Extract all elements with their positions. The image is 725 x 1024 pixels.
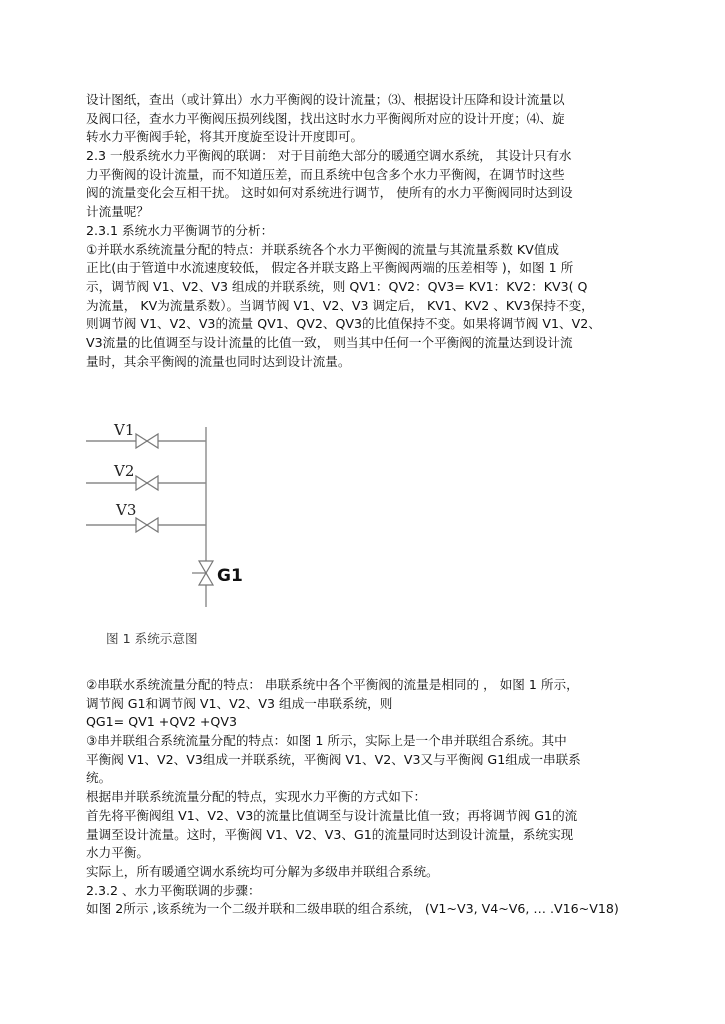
- text-line: 力平衡阀的设计流量，而不知道压差，而且系统中包含多个水力平衡阀，在调节时这些: [86, 166, 565, 182]
- valve-v1-icon: [136, 434, 158, 448]
- text-line: 计流量呢？: [86, 204, 149, 220]
- text-line: 转水力平衡阀手轮，将其开度旋至设计开度即可。: [86, 129, 364, 145]
- text-line: 首先将平衡阀组 V1、V2、V3的流量比值调至与设计流量比值一致；再将调节阀 G1的流: [86, 807, 578, 823]
- valve-label-g1: G1: [217, 566, 243, 586]
- text-line: 则调节阀 V1、V2、V3的流量 QV1、QV2、QV3的比值保持不变。如果将调节阀 V1、V2、: [86, 316, 601, 332]
- formula-line: QG1= QV1 +QV2 +QV3: [86, 714, 237, 730]
- text-line: 实际上，所有暖通空调水系统均可分解为多级串并联组合系统。: [86, 863, 439, 879]
- text-line: ①并联水系统流量分配的特点：并联系统各个水力平衡阀的流量与其流量系数 KV值成: [86, 241, 559, 257]
- text-line: ③串并联组合系统流量分配的特点：如图 1 所示，实际上是一个串并联组合系统。其中: [86, 733, 567, 749]
- text-line: V3流量的比值调至与设计流量的比值一致， 则当其中任何一个平衡阀的流量达到设计流: [86, 334, 573, 350]
- valve-label-v1: V1: [114, 421, 135, 439]
- text-line: 统。: [86, 770, 112, 786]
- text-line: 量时，其余平衡阀的流量也同时达到设计流量。: [86, 353, 351, 369]
- system-schematic-diagram: [86, 414, 266, 614]
- section-heading-2-3: 2.3 一般系统水力平衡阀的联调： 对于目前绝大部分的暖通空调水系统， 其设计只有水: [86, 148, 572, 164]
- text-line: 调节阀 G1和调节阀 V1、V2、V3 组成一串联系统，则: [86, 695, 393, 711]
- valve-label-v2: V2: [114, 462, 135, 480]
- text-section-1: [86, 91, 646, 371]
- valve-v2-icon: [136, 476, 158, 490]
- valve-v3-icon: [136, 518, 158, 532]
- figure-caption: 图 1 系统示意图: [106, 631, 198, 646]
- text-line: 为流量， KV为流量系数）。当调节阀 V1、V2、V3 调定后， KV1、KV2 、KV3保持不变，: [86, 297, 594, 313]
- valve-label-v3: V3: [116, 501, 137, 519]
- section-heading-2-3-1: 2.3.1 系统水力平衡调节的分析：: [86, 222, 274, 238]
- text-line: 水力平衡。: [86, 845, 149, 861]
- text-line: 如图 2所示 ,该系统为一个二级并联和二级串联的组合系统， (V1~V3, V4~V6, … .V16~V18): [86, 901, 619, 917]
- valve-g1-icon: [192, 561, 213, 585]
- text-line: 正比(由于管道中水流速度较低， 假定各并联支路上平衡阀两端的压差相等 )，如图 1 所: [86, 260, 574, 276]
- section-heading-2-3-2: 2.3.2 、水力平衡联调的步骤：: [86, 882, 261, 898]
- text-line: 设计图纸，查出（或计算出）水力平衡阀的设计流量；⑶、根据设计压降和设计流量以: [86, 92, 565, 107]
- text-section-2: [86, 676, 646, 919]
- text-line: 平衡阀 V1、V2、V3组成一并联系统，平衡阀 V1、V2、V3又与平衡阀 G1组成一串联系: [86, 751, 581, 767]
- text-line: 根据串并联系统流量分配的特点，实现水力平衡的方式如下：: [86, 789, 427, 805]
- text-line: 示，调节阀 V1、V2、V3 组成的并联系统，则 QV1：QV2：QV3= KV1：KV2：KV3( Q: [86, 278, 588, 294]
- text-line: 及阀口径，查水力平衡阀压损列线图，找出这时水力平衡阀所对应的设计开度；⑷、旋: [86, 110, 565, 126]
- text-line: ②串联水系统流量分配的特点： 串联系统中各个平衡阀的流量是相同的 ， 如图 1 所示，: [86, 677, 579, 692]
- text-line: 阀的流量变化会互相干扰。 这时如何对系统进行调节， 使所有的水力平衡阀同时达到设: [86, 185, 573, 201]
- text-line: 量调至设计流量。这时，平衡阀 V1、V2、V3、G1的流量同时达到设计流量，系统实现: [86, 826, 574, 842]
